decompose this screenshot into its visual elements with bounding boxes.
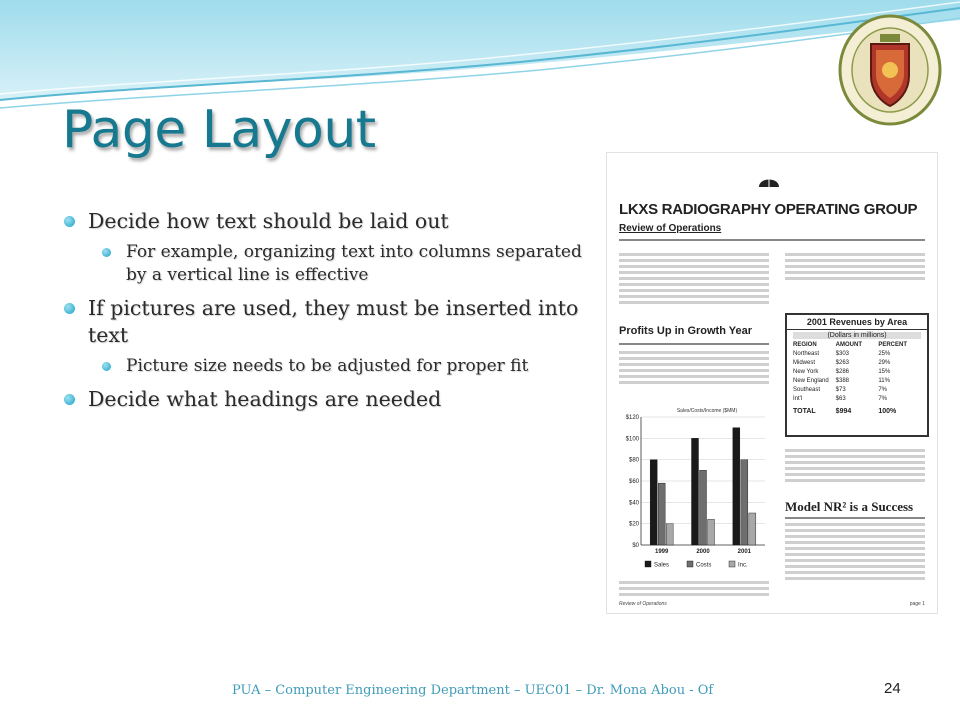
text-block (785, 449, 925, 485)
text-block (785, 253, 925, 283)
table-row (787, 377, 927, 386)
table-cell: $63 (835, 396, 846, 402)
bar-inc (749, 513, 756, 545)
legend-label: Inc. (738, 562, 748, 569)
x-tick-label: 2001 (737, 549, 752, 555)
table-cell: $73 (835, 387, 846, 393)
x-tick-label: 1999 (654, 549, 669, 555)
table-cell: New York (793, 369, 819, 375)
text-block (785, 523, 925, 583)
table-cell: 7% (878, 396, 888, 402)
bar-sales (650, 460, 657, 545)
table-cell: Southeast (793, 387, 821, 393)
table-row (787, 368, 927, 377)
chart-title: Sales/Costs/Income ($MM) (676, 408, 738, 414)
section-heading: Model NR² is a Success (785, 499, 914, 514)
table-cell: $303 (835, 351, 850, 357)
sub-bullet-list (100, 355, 582, 378)
bullet-item (62, 295, 582, 378)
table-cell: TOTAL (793, 408, 816, 415)
table-row (787, 386, 927, 395)
text-block (619, 581, 769, 599)
revenue-table-unit: (Dollars in millions) (793, 332, 921, 339)
bullet-item (62, 386, 582, 413)
table-cell: Int'l (793, 396, 803, 402)
bar-sales (733, 428, 740, 545)
slide-title: Page Layout (62, 100, 376, 160)
bullet-text: Decide what headings are needed (88, 387, 442, 411)
sub-bullet-item: For example, organizing text into columns separated by a vertical line is effective (100, 241, 582, 287)
revenue-table (785, 313, 929, 437)
document-title: LKXS RADIOGRAPHY OPERATING GROUP (619, 201, 918, 218)
bullet-text: Decide how text should be laid out (88, 209, 449, 233)
divider (619, 239, 925, 241)
table-cell: $388 (835, 378, 850, 384)
text-block (619, 351, 769, 387)
bar-costs (700, 470, 707, 545)
y-tick-label: $100 (625, 436, 639, 443)
table-cell: 11% (878, 378, 890, 384)
legend-label: Sales (654, 562, 670, 569)
legend-swatch (729, 561, 735, 567)
university-seal-logo (838, 14, 942, 126)
column-header: AMOUNT (835, 342, 863, 348)
sub-bullet-item: Picture size needs to be adjusted for proper fit (100, 355, 582, 378)
y-tick-label: $40 (628, 500, 639, 507)
y-tick-label: $80 (628, 457, 639, 464)
table-cell: 100% (878, 408, 897, 415)
bar-sales (692, 438, 699, 545)
divider (619, 343, 769, 345)
document-footer-left: Review of Operations (619, 601, 667, 607)
table-cell: 15% (878, 369, 891, 375)
bullet-text: If pictures are used, they must be inserted into text (88, 296, 579, 347)
column-header: PERCENT (878, 342, 908, 348)
page-number: 24 (884, 680, 901, 697)
table-cell: Northeast (793, 351, 820, 357)
revenue-table-title: 2001 Revenues by Area (787, 315, 927, 330)
y-tick-label: $120 (625, 415, 639, 421)
table-row (787, 395, 927, 404)
table-cell: $994 (835, 408, 852, 415)
table-cell: New England (793, 378, 829, 384)
y-tick-label: $60 (628, 479, 639, 485)
bar-inc (708, 519, 715, 545)
bar-chart (615, 401, 771, 576)
table-row (787, 359, 927, 368)
slide-footer: PUA – Computer Engineering Department – UEC01 – Dr. Mona Abou - Of (232, 683, 714, 698)
bar-costs (658, 483, 665, 545)
bullet-list (62, 208, 582, 421)
table-cell: 25% (878, 351, 891, 357)
document-subtitle: Review of Operations (619, 223, 722, 234)
table-cell: Midwest (793, 360, 816, 366)
legend-swatch (645, 561, 651, 567)
table-header-row (787, 341, 927, 350)
legend-swatch (687, 561, 693, 567)
table-row (787, 350, 927, 359)
column-header: REGION (793, 342, 817, 348)
bullet-item (62, 208, 582, 287)
section-heading: Profits Up in Growth Year (619, 325, 753, 337)
y-tick-label: $0 (632, 543, 639, 549)
table-total-row (787, 407, 927, 416)
table-cell: 7% (878, 387, 888, 393)
legend-label: Costs (696, 562, 712, 569)
table-cell: $263 (835, 360, 850, 366)
document-emblem-icon (757, 173, 781, 189)
sample-document-image (606, 152, 938, 614)
divider (785, 517, 925, 519)
x-tick-label: 2000 (696, 549, 710, 555)
text-block (619, 253, 769, 307)
bar-costs (741, 460, 748, 545)
table-cell: 29% (878, 360, 891, 366)
table-cell: $286 (835, 369, 850, 375)
sub-bullet-list (100, 241, 582, 287)
bar-inc (666, 524, 673, 545)
y-tick-label: $20 (628, 521, 639, 528)
document-footer-right: page 1 (909, 601, 925, 607)
